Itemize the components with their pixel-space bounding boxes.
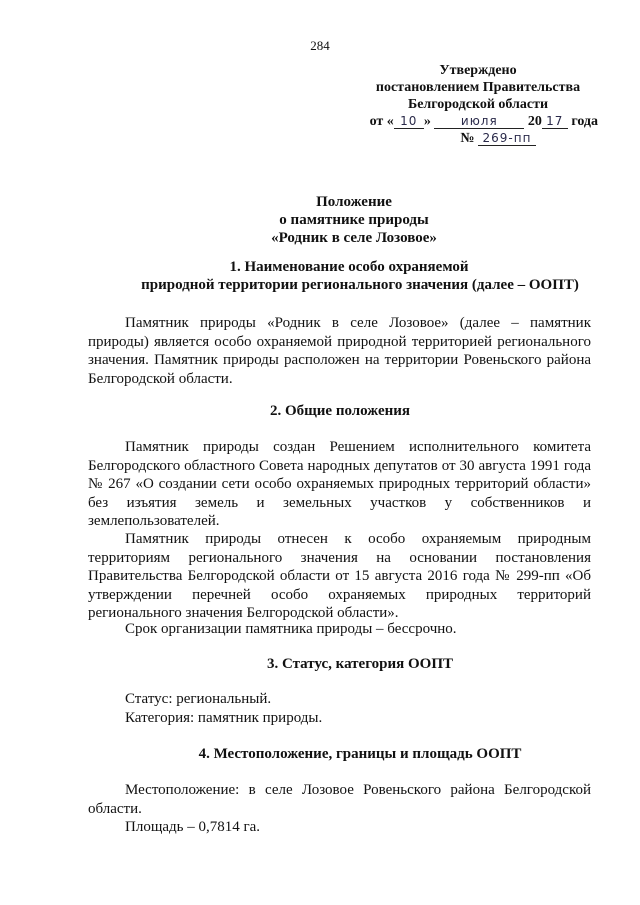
approval-line-2: постановлением Правительства — [375, 80, 581, 95]
year-word: года — [571, 114, 598, 129]
approval-line-3: Белгородской области — [407, 97, 549, 112]
decree-number: 269-пп — [478, 131, 536, 146]
year-prefix: 20 — [527, 114, 542, 129]
approval-number — [358, 130, 598, 147]
date-mid: » — [423, 114, 431, 129]
section-3-heading: 3. Статус, категория ООПТ — [266, 656, 453, 672]
location-paragraph: Местоположение: в селе Лозовое Ровеньского района Белгородской области. — [88, 782, 591, 817]
area-line: Площадь – 0,7814 га. — [125, 819, 261, 835]
section-1-heading — [80, 258, 640, 294]
title-line-2: о памятнике природы — [279, 212, 429, 228]
section-1-heading-line-2: природной территории регионального значения (далее – ООПТ) — [141, 277, 579, 293]
section-3-content — [88, 690, 591, 727]
document-title — [0, 193, 640, 247]
date-year: 17 — [542, 114, 568, 129]
section-1-heading-line-1: 1. Наименование особо охраняемой — [229, 259, 469, 275]
section-2-heading: 2. Общие положения — [269, 403, 411, 419]
category-line: Категория: памятник природы. — [125, 709, 323, 726]
number-prefix: № — [460, 131, 475, 146]
date-prefix: от « — [369, 114, 394, 129]
title-line-3: «Родник в селе Лозовое» — [271, 230, 437, 246]
section-2-paragraph-1: Памятник природы создан Решением исполнительного комитета Белгородского областного Совета народных депутатов от 30 августа 1991 года № 267 «О создании сети особо охраняемых природных территорий области» без изъятия земель и земельных участков у собственников и землепользователей. — [88, 439, 591, 529]
approval-stamp — [358, 62, 598, 147]
title-line-1: Положение — [316, 194, 392, 210]
approval-line-1: Утверждено — [439, 63, 517, 78]
section-2-paragraph-3: Срок организации памятника природы – бессрочно. — [125, 621, 457, 637]
section-4-heading: 4. Местоположение, границы и площадь ООПТ — [198, 746, 522, 762]
section-2-paragraph-2: Памятник природы отнесен к особо охраняемым природным территориям регионального значения на основании постановления Правительства Белгородской области от 15 августа 2016 года № 299-пп «Об утверждении перечней особо охраняемых природных территорий регионального значения Белгородской области». — [88, 531, 591, 621]
date-month: июля — [434, 114, 524, 129]
page-number: 284 — [310, 38, 330, 53]
date-day: 10 — [394, 114, 424, 129]
status-line: Статус: региональный. — [125, 691, 272, 707]
section-1-paragraph: Памятник природы «Родник в селе Лозовое» (далее – памятник природы) является особо охраняемой природной территорией регионального значения. Памятник природы расположен на территории Ровеньского района Белгородской области. — [88, 315, 591, 387]
approval-date — [358, 113, 598, 130]
section-4-area — [88, 818, 591, 837]
